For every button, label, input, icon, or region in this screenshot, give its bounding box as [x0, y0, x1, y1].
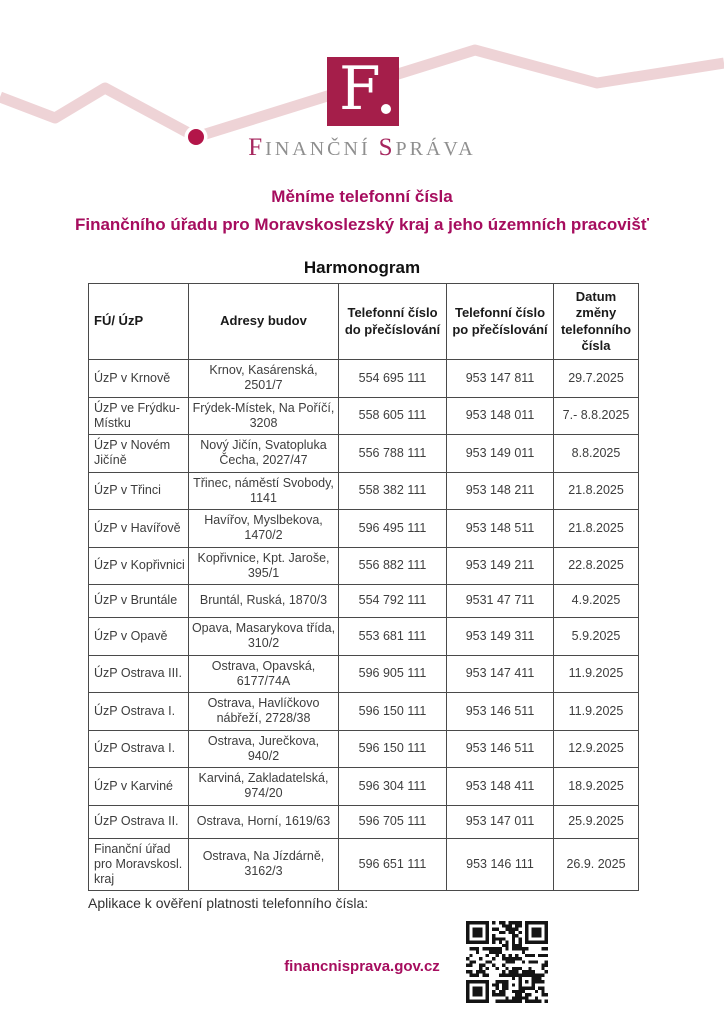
office-cell: ÚzP Ostrava I. — [89, 730, 189, 768]
table-row — [89, 510, 639, 548]
date-cell: 25.9.2025 — [554, 805, 639, 838]
office-cell: ÚzP v Bruntále — [89, 585, 189, 618]
phone-after-cell: 953 149 011 — [447, 435, 554, 473]
content-area — [0, 283, 724, 1003]
logo-monogram: F — [339, 54, 381, 124]
phone-before-cell: 596 304 111 — [339, 768, 447, 806]
date-cell: 8.8.2025 — [554, 435, 639, 473]
table-heading: Harmonogram — [303, 258, 421, 277]
phone-before-cell: 596 905 111 — [339, 655, 447, 693]
office-cell: ÚzP ve Frýdku-Místku — [89, 397, 189, 435]
table-row — [89, 838, 639, 891]
address-cell: Ostrava, Na Jízdárně, 3162/3 — [189, 838, 339, 891]
date-cell: 11.9.2025 — [554, 655, 639, 693]
address-cell: Opava, Masarykova třída, 310/2 — [189, 618, 339, 656]
date-cell: 18.9.2025 — [554, 768, 639, 806]
phone-after-cell: 953 148 411 — [447, 768, 554, 806]
table-row — [89, 730, 639, 768]
phone-after-cell: 953 146 111 — [447, 838, 554, 891]
office-cell: ÚzP v Novém Jičíně — [89, 435, 189, 473]
phone-after-cell: 953 149 311 — [447, 618, 554, 656]
phone-before-cell: 596 150 111 — [339, 730, 447, 768]
date-cell: 7.- 8.8.2025 — [554, 397, 639, 435]
office-cell: ÚzP Ostrava II. — [89, 805, 189, 838]
logo-period-dot — [381, 104, 391, 114]
footer-url-link[interactable]: financnisprava.gov.cz — [284, 958, 440, 975]
office-cell: ÚzP v Opavě — [89, 618, 189, 656]
phone-before-cell: 554 695 111 — [339, 360, 447, 398]
table-row — [89, 805, 639, 838]
office-cell: ÚzP Ostrava I. — [89, 693, 189, 731]
address-cell: Ostrava, Jurečkova, 940/2 — [189, 730, 339, 768]
office-cell: ÚzP v Havířově — [89, 510, 189, 548]
phone-before-cell: 596 495 111 — [339, 510, 447, 548]
office-cell: ÚzP v Třinci — [89, 472, 189, 510]
phone-after-cell: 953 146 511 — [447, 693, 554, 731]
wordmark-cap-s: S — [378, 134, 396, 161]
phone-before-cell: 596 705 111 — [339, 805, 447, 838]
phone-after-cell: 953 148 211 — [447, 472, 554, 510]
table-row — [89, 360, 639, 398]
column-header-phone-before: Telefonní číslo do přečíslování — [339, 284, 447, 360]
address-cell: Havířov, Myslbekova, 1470/2 — [189, 510, 339, 548]
page-title-line2: Finančního úřadu pro Moravskoslezský kraj a jeho územních pracovišť — [74, 215, 650, 234]
table-row — [89, 693, 639, 731]
footer — [0, 958, 724, 975]
table-header-row — [89, 284, 639, 360]
address-cell: Karviná, Zakladatelská, 974/20 — [189, 768, 339, 806]
office-cell: ÚzP v Kopřivnici — [89, 547, 189, 585]
phone-before-cell: 556 882 111 — [339, 547, 447, 585]
address-cell: Ostrava, Opavská, 6177/74A — [189, 655, 339, 693]
phone-before-cell: 596 150 111 — [339, 693, 447, 731]
phone-after-cell: 9531 47 711 — [447, 585, 554, 618]
table-row — [89, 472, 639, 510]
phone-after-cell: 953 147 811 — [447, 360, 554, 398]
phone-after-cell: 953 149 211 — [447, 547, 554, 585]
phone-before-cell: 554 792 111 — [339, 585, 447, 618]
date-cell: 21.8.2025 — [554, 472, 639, 510]
date-cell: 21.8.2025 — [554, 510, 639, 548]
page-title-line1: Měníme telefonní čísla — [271, 187, 453, 206]
table-row — [89, 435, 639, 473]
table-row — [89, 585, 639, 618]
column-header-office: FÚ/ ÚzP — [89, 284, 189, 360]
wordmark-cap-f: F — [248, 134, 266, 161]
address-cell: Ostrava, Havlíčkovo nábřeží, 2728/38 — [189, 693, 339, 731]
address-cell: Nový Jičín, Svatopluka Čecha, 2027/47 — [189, 435, 339, 473]
phone-before-cell: 596 651 111 — [339, 838, 447, 891]
wordmark-rest1: INANČNÍ — [265, 138, 371, 160]
column-header-addresses: Adresy budov — [189, 284, 339, 360]
phone-after-cell: 953 146 511 — [447, 730, 554, 768]
table-row — [89, 547, 639, 585]
date-cell: 29.7.2025 — [554, 360, 639, 398]
office-cell: Finanční úřad pro Moravskosl. kraj — [89, 838, 189, 891]
office-cell: ÚzP v Krnově — [89, 360, 189, 398]
qr-app-note: Aplikace k ověření platnosti telefonního čísla: — [88, 895, 369, 912]
phone-after-cell: 953 148 511 — [447, 510, 554, 548]
address-cell: Frýdek-Místek, Na Poříčí, 3208 — [189, 397, 339, 435]
phone-after-cell: 953 147 411 — [447, 655, 554, 693]
phone-before-cell: 553 681 111 — [339, 618, 447, 656]
date-cell: 26.9. 2025 — [554, 838, 639, 891]
table-row — [89, 618, 639, 656]
wordmark-rest2: PRÁVA — [395, 138, 476, 160]
column-header-phone-after: Telefonní číslo po přečíslování — [447, 284, 554, 360]
column-header-change-date: Datum změny telefonního čísla — [554, 284, 639, 360]
date-cell: 12.9.2025 — [554, 730, 639, 768]
phone-before-cell: 556 788 111 — [339, 435, 447, 473]
phone-before-cell: 558 382 111 — [339, 472, 447, 510]
date-cell: 4.9.2025 — [554, 585, 639, 618]
address-cell: Ostrava, Horní, 1619/63 — [189, 805, 339, 838]
office-cell: ÚzP v Karviné — [89, 768, 189, 806]
table-row — [89, 768, 639, 806]
table-row — [89, 397, 639, 435]
date-cell: 22.8.2025 — [554, 547, 639, 585]
financni-sprava-logo — [327, 54, 399, 126]
phone-after-cell: 953 147 011 — [447, 805, 554, 838]
address-cell: Třinec, náměstí Svobody, 1141 — [189, 472, 339, 510]
address-cell: Bruntál, Ruská, 1870/3 — [189, 585, 339, 618]
phone-change-schedule-table — [88, 283, 639, 891]
logo-wordmark — [0, 134, 724, 162]
address-cell: Krnov, Kasárenská, 2501/7 — [189, 360, 339, 398]
office-cell: ÚzP Ostrava III. — [89, 655, 189, 693]
phone-before-cell: 558 605 111 — [339, 397, 447, 435]
phone-after-cell: 953 148 011 — [447, 397, 554, 435]
date-cell: 11.9.2025 — [554, 693, 639, 731]
table-row — [89, 655, 639, 693]
address-cell: Kopřivnice, Kpt. Jaroše, 395/1 — [189, 547, 339, 585]
date-cell: 5.9.2025 — [554, 618, 639, 656]
